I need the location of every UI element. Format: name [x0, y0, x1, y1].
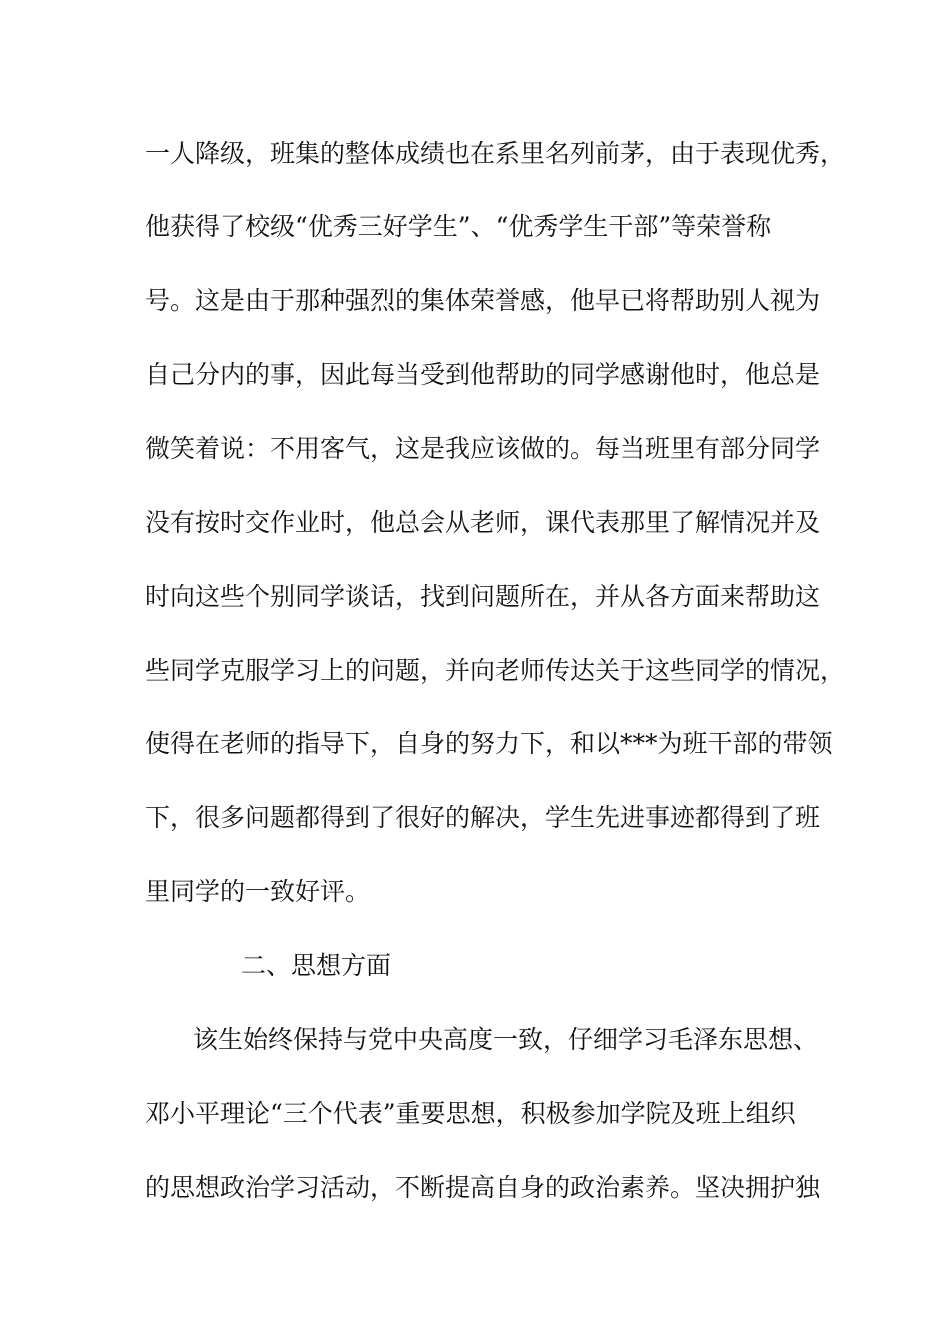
- paragraph-line: 使得在老师的指导下，自身的努力下，和以***为班干部的带领: [145, 729, 833, 758]
- paragraph-line: 一人降级，班集的整体成绩也在系里名列前茅，由于表现优秀，: [145, 139, 846, 168]
- paragraph-line: 的思想政治学习活动，不断提高自身的政治素养。坚决拥护独: [145, 1173, 821, 1202]
- paragraph-line: 该生始终保持与党中央高度一致，仔细学习毛泽东思想、: [193, 1025, 819, 1054]
- paragraph-line: 没有按时交作业时，他总会从老师，课代表那里了解情况并及: [145, 508, 821, 537]
- paragraph-line: 自己分内的事，因此每当受到他帮助的同学感谢他时，他总是: [145, 360, 821, 389]
- paragraph-line: 号。这是由于那种强烈的集体荣誉感，他早已将帮助别人视为: [145, 286, 821, 315]
- paragraph-line: 些同学克服学习上的问题，并向老师传达关于这些同学的情况，: [145, 656, 846, 685]
- section-heading: 二、思想方面: [241, 951, 392, 980]
- paragraph-line: 微笑着说：不用客气，这是我应该做的。每当班里有部分同学: [145, 434, 821, 463]
- paragraph-line: 下，很多问题都得到了很好的解决，学生先进事迹都得到了班: [145, 803, 821, 832]
- paragraph-line: 里同学的一致好评。: [145, 877, 371, 906]
- paragraph-line: 他获得了校级“优秀三好学生”、“优秀学生干部”等荣誉称: [145, 212, 772, 241]
- paragraph-line: 邓小平理论“三个代表”重要思想，积极参加学院及班上组织: [145, 1099, 796, 1128]
- paragraph-line: 时向这些个别同学谈话，找到问题所在，并从各方面来帮助这: [145, 582, 821, 611]
